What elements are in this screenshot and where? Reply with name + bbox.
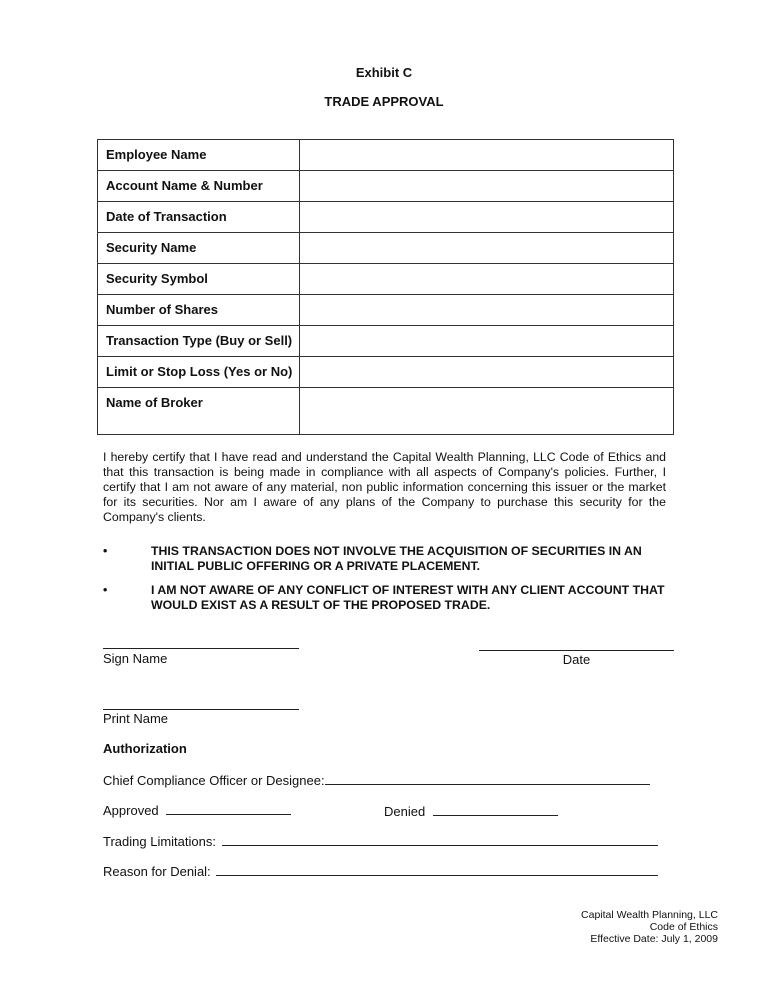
field-label: Number of Shares [98,295,300,326]
number-of-shares-field[interactable] [300,295,674,326]
approved-label: Approved [103,803,159,818]
trading-limitations-label: Trading Limitations: [103,834,216,849]
cco-signature-field[interactable] [325,772,650,785]
field-label: Security Symbol [98,264,300,295]
reason-for-denial-row [103,863,658,879]
document-footer [581,909,718,945]
footer-company: Capital Wealth Planning, LLC [581,909,718,921]
form-row-transaction-type [98,326,674,357]
bullet-item [103,583,673,615]
trading-limitations-field[interactable] [222,833,658,846]
form-row-shares [98,295,674,326]
date-line[interactable] [479,650,674,651]
form-row-employee-name [98,140,674,171]
bullet-item [103,544,673,576]
denied-row [384,803,558,819]
print-name-label: Print Name [103,711,169,726]
approved-field[interactable] [166,802,291,815]
security-name-field[interactable] [300,233,674,264]
field-label: Limit or Stop Loss (Yes or No) [98,357,300,388]
employee-name-field[interactable] [300,140,674,171]
exhibit-label: Exhibit C [355,65,413,80]
cco-label: Chief Compliance Officer or Designee: [103,773,325,788]
date-label: Date [562,652,591,667]
account-name-number-field[interactable] [300,171,674,202]
bullet-text: I AM NOT AWARE OF ANY CONFLICT OF INTEREST WITH ANY CLIENT ACCOUNT THAT WOULD EXIST AS A RESULT OF THE PROPOSED TRADE. [151,583,665,612]
trade-approval-form-table [97,139,674,435]
authorization-heading: Authorization [103,741,187,756]
form-row-date [98,202,674,233]
sign-name-line[interactable] [103,648,299,649]
form-row-broker [98,388,674,435]
form-row-account [98,171,674,202]
form-row-security-symbol [98,264,674,295]
field-label: Employee Name [98,140,300,171]
limit-stop-loss-field[interactable] [300,357,674,388]
field-label: Account Name & Number [98,171,300,202]
security-symbol-field[interactable] [300,264,674,295]
reason-for-denial-field[interactable] [216,863,658,876]
denied-label: Denied [384,804,426,819]
cco-row [103,772,650,788]
bullet-icon: • [103,583,108,597]
reason-for-denial-label: Reason for Denial: [103,864,211,879]
footer-effective-date: Effective Date: July 1, 2009 [590,933,718,945]
field-label: Name of Broker [98,388,300,435]
form-row-security-name [98,233,674,264]
denied-field[interactable] [433,803,558,816]
name-of-broker-field[interactable] [300,388,674,435]
page-title: TRADE APPROVAL [324,94,444,109]
field-label: Transaction Type (Buy or Sell) [98,326,300,357]
footer-document: Code of Ethics [649,921,718,933]
approved-row [103,802,291,818]
print-name-line[interactable] [103,709,299,710]
bullet-icon: • [103,544,108,558]
certification-text: I hereby certify that I have read and understand the Capital Wealth Planning, LLC Code of Ethics and that this transaction is being made in compliance with all aspects of Company's policies. Further, I certify that I am not aware of any material, non public information concerning this issuer or the market for its securities. Nor am I aware of any plans of the Company to purchase this security for the Company's clients. [103,450,666,524]
field-label: Date of Transaction [98,202,300,233]
field-label: Security Name [98,233,300,264]
transaction-type-field[interactable] [300,326,674,357]
sign-name-label: Sign Name [103,651,168,666]
form-row-limit-stop [98,357,674,388]
date-of-transaction-field[interactable] [300,202,674,233]
trading-limitations-row [103,833,658,849]
bullet-text: THIS TRANSACTION DOES NOT INVOLVE THE ACQUISITION OF SECURITIES IN AN INITIAL PUBLIC OFFERING OR A PRIVATE PLACEMENT. [151,544,642,573]
